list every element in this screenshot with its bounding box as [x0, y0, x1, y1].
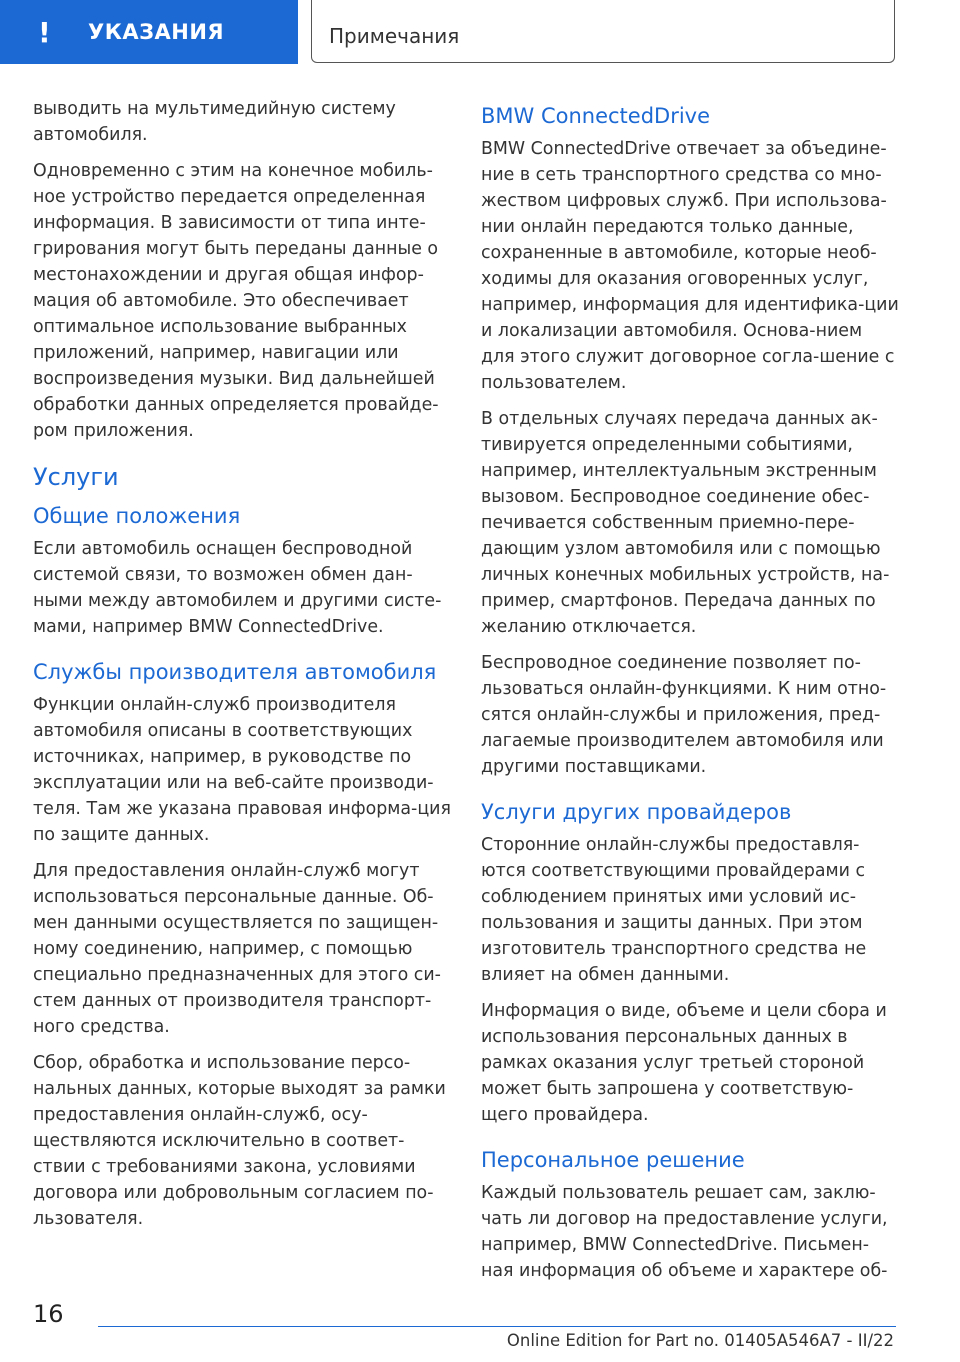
paragraph: Каждый пользователь решает сам, заклю-чать ли договор на предоставление услуги, например, BMW ConnectedDrive. Письмен-ная информация об объеме и характере об- [481, 1183, 888, 1281]
paragraph: Сторонние онлайн-службы предоставля-ются соответствующими провайдерами с соблюдением принятых ими условий ис-пользования и защиты данных. При этом изготовитель транспортного средства не влияет на обмен данными. [481, 835, 867, 985]
paragraph: Одновременно с этим на конечное мобиль-ное устройство передается определенная информация. В зависимости от типа инте-грирования могут быть переданы данные о местонахождении и другая общая инфор-мация об автомобиле. Это обеспечивает оптимальное использование выбранных приложений, например, навигации или воспроизведения музыки. Вид дальнейшей обработки данных определяется провайде-ром приложения. [33, 161, 439, 441]
paragraph: Для предоставления онлайн-служб могут использоваться персональные данные. Об-мен данными осуществляется по защищен-ному соединению, например, с помощью специально предназначенных для этого си-стем данных от производителя транспорт-ного средства. [33, 861, 441, 1037]
paragraph: Функции онлайн-служб производителя автомобиля описаны в соответствующих источниках, например, в руководстве по эксплуатации или на веб-сайте производи-теля. Там же указана правовая информа-ция по защите данных. [33, 695, 451, 845]
warning-icon: ! [38, 15, 51, 49]
paragraph: В отдельных случаях передача данных ак-тивируется определенными событиями, например, интеллектуальным экстренным вызовом. Беспроводное соединение обес-печивается собственным приемно-пере-дающим узлом автомобиля или с помощью личных конечных мобильных устройств, на-пример, смартфонов. Передача данных по желанию отключается. [481, 409, 890, 637]
footer-divider [98, 1326, 896, 1327]
subsection-title: Примечания [329, 24, 460, 48]
paragraph: Сбор, обработка и использование персо-нальных данных, которые выходят за рамки предоставления онлайн-служб, осу-ществляются исключительно в соответ-ствии с требованиями закона, условиями договора или добровольным согласием по-льзователя. [33, 1053, 446, 1229]
paragraph: выводить на мультимедийную систему автомобиля. [33, 99, 396, 145]
page-number: 16 [33, 1300, 64, 1328]
paragraph: Если автомобиль оснащен беспроводной системой связи, то возможен обмен дан-ными между автомобилем и другими систе-мами, например BMW ConnectedDrive. [33, 539, 442, 637]
left-column [33, 96, 451, 1242]
section-tab [0, 0, 298, 64]
heading-personal-decision: Персональное решение [481, 1148, 745, 1172]
section-title: УКАЗАНИЯ [88, 20, 225, 44]
heading-manufacturer-services: Службы производителя автомобиля [33, 660, 437, 684]
right-column [481, 96, 899, 1294]
paragraph: Информация о виде, объеме и цели сбора и использования персональных данных в рамках оказания услуг третьей стороной может быть запрошена у соответствую-щего провайдера. [481, 1001, 887, 1125]
paragraph: BMW ConnectedDrive отвечает за объедине-ние в сеть транспортного средства со мно-жеством цифровых служб. При использова-нии онлайн передаются только данные, сохраненные в автомобиле, которые необ-ходимы для оказания оговоренных услуг, например, информация для идентифика-ции и локализации автомобиля. Основа-нием для этого служит договорное согла-шение с пользователем. [481, 139, 899, 393]
paragraph: Беспроводное соединение позволяет по-льзоваться онлайн-функциями. К ним отно-сятся онлайн-службы и приложения, пред-лагаемые производителем автомобиля или другими поставщиками. [481, 653, 887, 777]
heading-general: Общие положения [33, 504, 241, 528]
heading-connected-drive: BMW ConnectedDrive [481, 104, 711, 128]
heading-services: Услуги [33, 463, 119, 491]
edition-note: Online Edition for Part no. 01405A546A7 - II/22 [506, 1331, 894, 1350]
subsection-header [311, 0, 895, 63]
heading-other-providers: Услуги других провайдеров [481, 800, 792, 824]
